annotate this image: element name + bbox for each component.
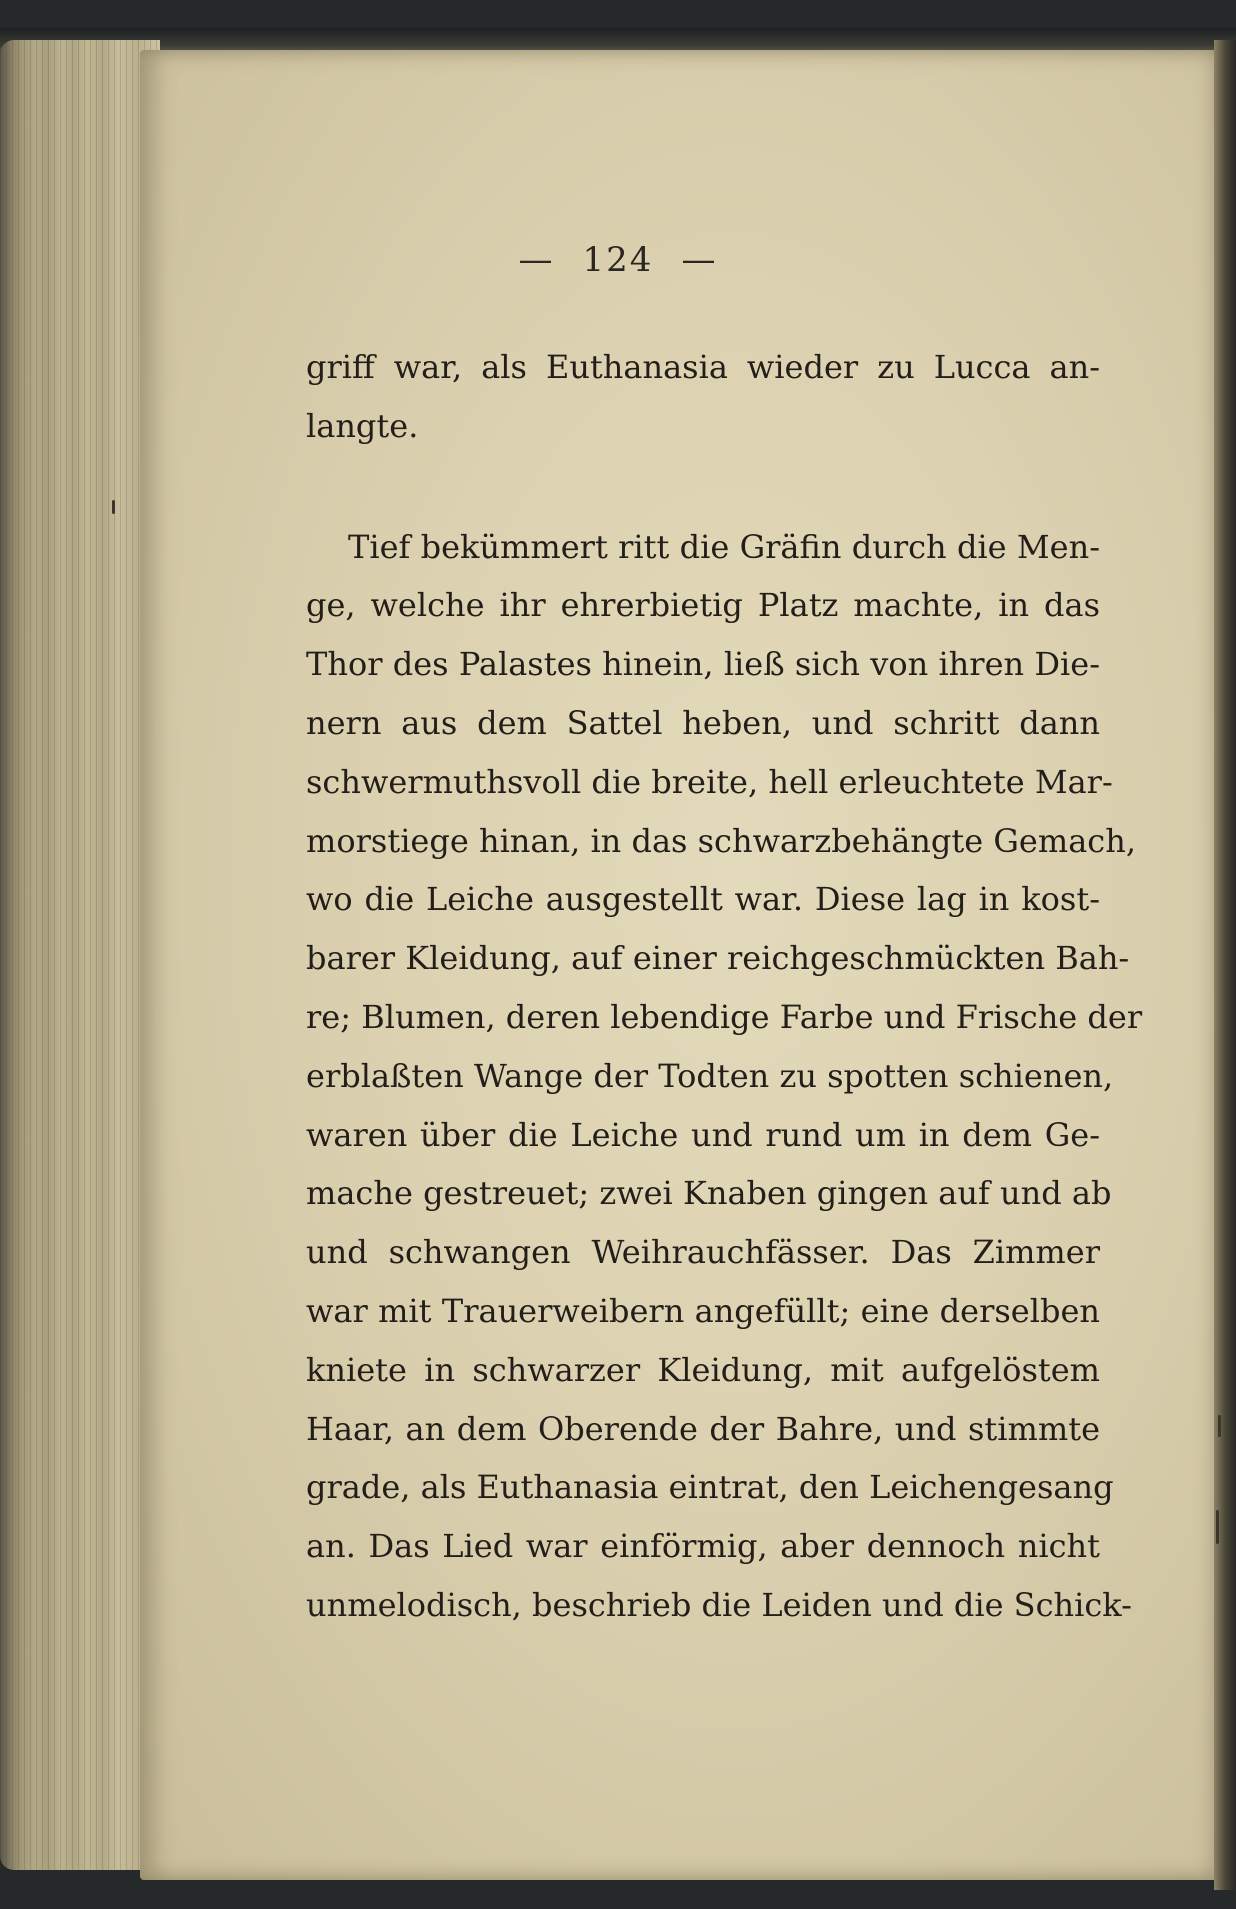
text-line: langte. [306,406,419,445]
text-line: an. Das Lied war einförmig, aber dennoch nicht [306,1527,1100,1566]
text-line: waren über die Leiche und rund um in dem Ge- [306,1115,1100,1154]
text-line: war mit Trauerweibern angefüllt; eine derselben [306,1291,1100,1330]
text-line: ge, welche ihr ehrerbietig Platz machte, in das [306,586,1100,625]
margin-mark [1218,1415,1221,1437]
text-line: Thor des Palastes hinein, ließ sich von ihren Die- [306,645,1100,684]
margin-mark [112,500,115,514]
text-line: nern aus dem Sattel heben, und schritt dann [306,703,1100,742]
paragraph-gap [306,456,1100,518]
text-line: schwermuthsvoll die breite, hell erleuchtete Mar- [306,762,1113,801]
text-line: Haar, an dem Oberende der Bahre, und stimmte [306,1409,1100,1448]
paragraph [306,518,1143,1635]
text-line: griff war, als Euthanasia wieder zu Lucca an- [306,348,1100,386]
body-text [306,338,1143,1635]
text-line: kniete in schwarzer Kleidung, mit aufgelöstem [306,1350,1100,1389]
text-line: unmelodisch, beschrieb die Leiden und die Schick- [306,1585,1132,1624]
page-number: 124 [582,240,654,280]
margin-mark [1216,1510,1219,1544]
text-line: mache gestreuet; zwei Knaben gingen auf und ab [306,1174,1112,1213]
text-line: wo die Leiche ausgestellt war. Diese lag in kost- [306,880,1100,919]
page-header [0,240,1236,280]
text-line: grade, als Euthanasia eintrat, den Leichengesang [306,1468,1114,1507]
text-line: morstiege hinan, in das schwarzbehängte Gemach, [306,821,1136,860]
page-stack-edges [0,40,160,1870]
text-line: erblaßten Wange der Todten zu spotten schienen, [306,1056,1114,1095]
text-line: und schwangen Weihrauchfässer. Das Zimmer [306,1233,1100,1272]
header-dash-left: — [518,240,555,280]
text-line: re; Blumen, deren lebendige Farbe und Frische der [306,997,1143,1036]
header-dash-right: — [681,240,718,280]
book-cover-right-edge [1214,40,1236,1890]
paragraph [306,338,1100,456]
text-line: barer Kleidung, auf einer reichgeschmückten Bah- [306,939,1130,978]
text-line: Tief bekümmert ritt die Gräfin durch die Men- [348,527,1100,566]
